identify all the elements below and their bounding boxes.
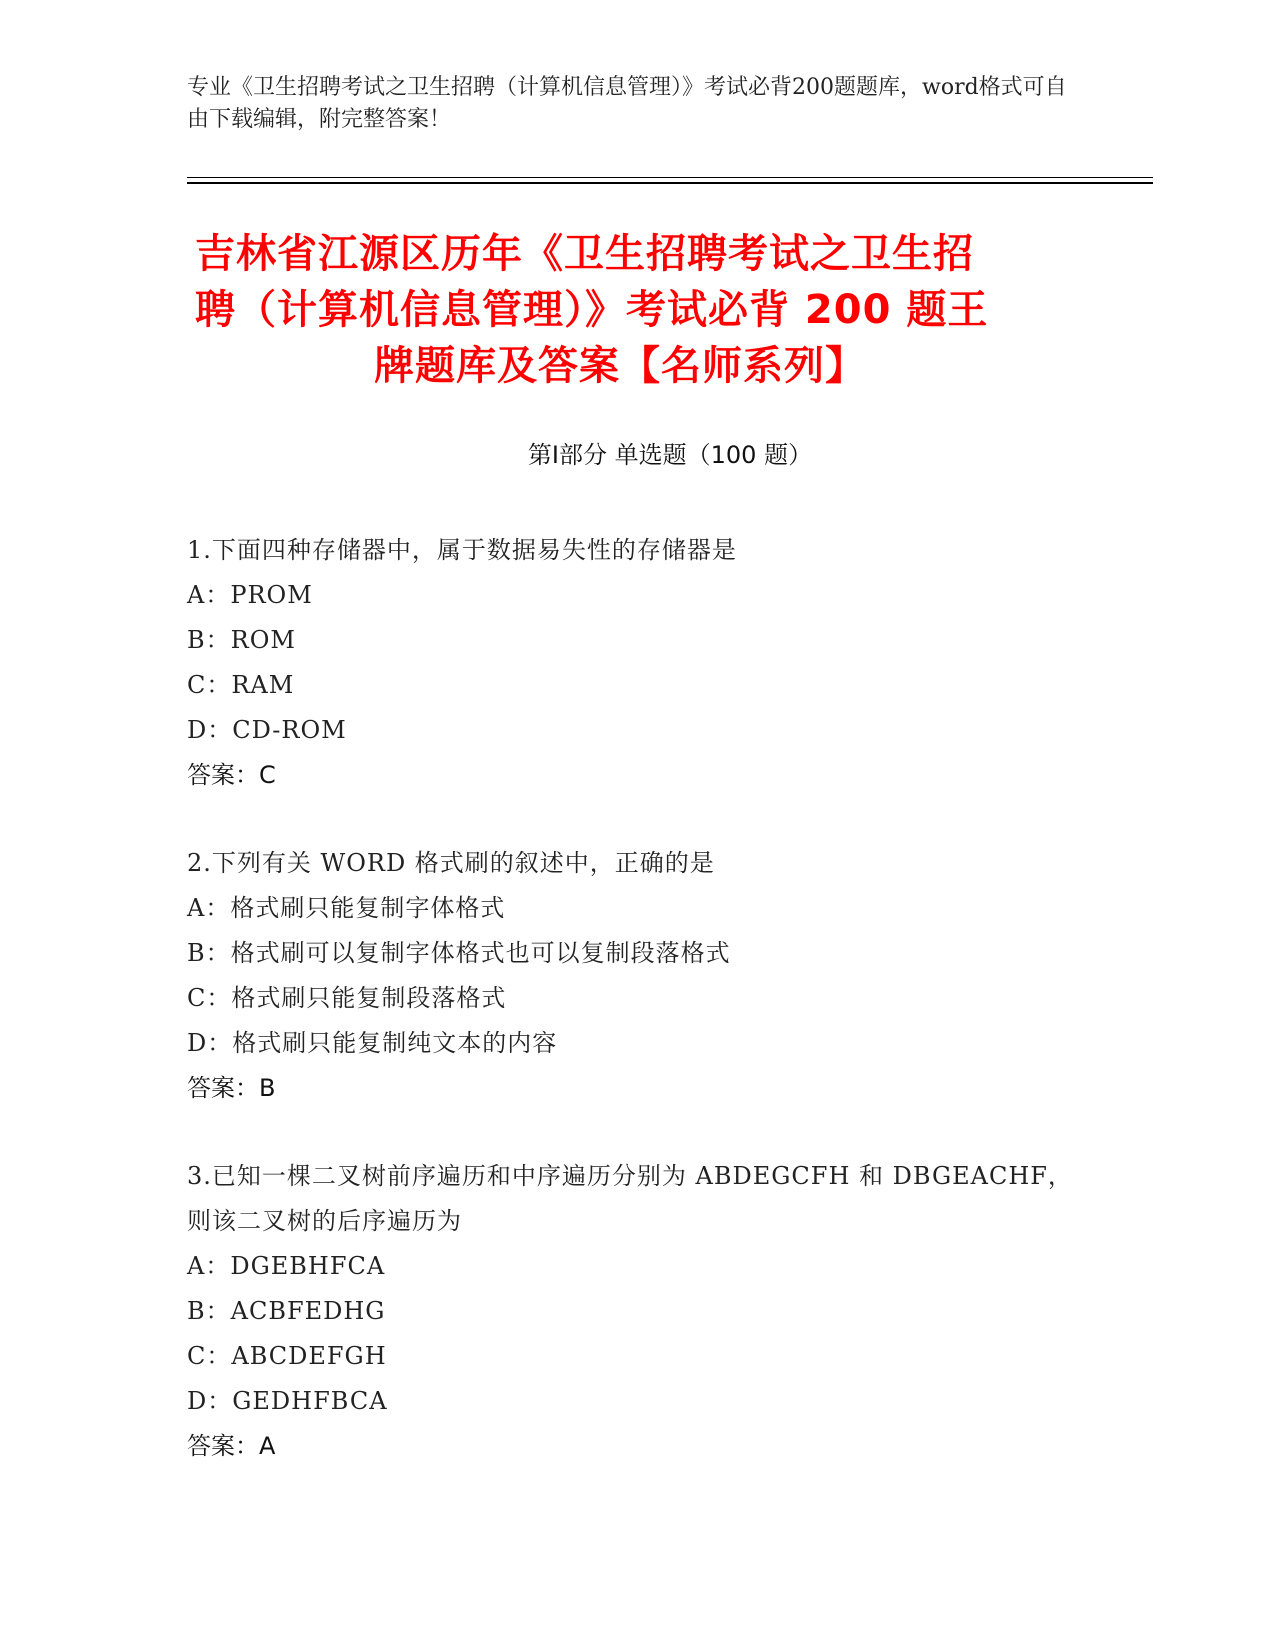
question-stem: 3.已知一棵二叉树前序遍历和中序遍历分别为 ABDEGCFH 和 DBGEACHF，则该二叉树的后序遍历为	[187, 1162, 1073, 1235]
question-stem: 1.下面四种存储器中，属于数据易失性的存储器是	[187, 536, 737, 564]
option-d: D：格式刷只能复制纯文本的内容	[187, 1029, 558, 1057]
section-heading: 第Ⅰ部分 单选题（100 题）	[527, 441, 813, 469]
answer: 答案：B	[187, 1074, 276, 1102]
option-c: C：RAM	[187, 671, 295, 699]
option-a: A：DGEBHFCA	[187, 1252, 386, 1280]
header-note: 专业《卫生招聘考试之卫生招聘（计算机信息管理）》考试必背200题题库，word格式可自由下载编辑，附完整答案！	[187, 75, 1067, 132]
question-1	[187, 528, 1087, 798]
option-c: C：格式刷只能复制段落格式	[187, 984, 507, 1012]
header-rule-thin	[187, 177, 1153, 178]
answer: 答案：C	[187, 761, 276, 789]
title-line-1: 吉林省江源区历年《卫生招聘考试之卫生招	[195, 231, 974, 277]
question-stem: 2.下列有关 WORD 格式刷的叙述中，正确的是	[187, 849, 715, 877]
title-line-3: 牌题库及答案【名师系列】	[374, 343, 866, 389]
question-list	[187, 528, 1087, 1512]
option-a: A：格式刷只能复制字体格式	[187, 894, 506, 922]
title-line-2: 聘（计算机信息管理）》考试必背 200 题王	[195, 287, 989, 333]
option-c: C：ABCDEFGH	[187, 1342, 387, 1370]
question-3	[187, 1154, 1087, 1469]
option-d: D：GEDHFBCA	[187, 1387, 388, 1415]
option-d: D：CD-ROM	[187, 716, 347, 744]
question-2	[187, 841, 1087, 1111]
option-b: B：ACBFEDHG	[187, 1297, 386, 1325]
option-a: A：PROM	[187, 581, 313, 609]
answer: 答案：A	[187, 1432, 276, 1460]
header-rule-thick	[187, 182, 1153, 184]
option-b: B：ROM	[187, 626, 296, 654]
document-title	[195, 226, 1085, 394]
option-b: B：格式刷可以复制字体格式也可以复制段落格式	[187, 939, 731, 967]
